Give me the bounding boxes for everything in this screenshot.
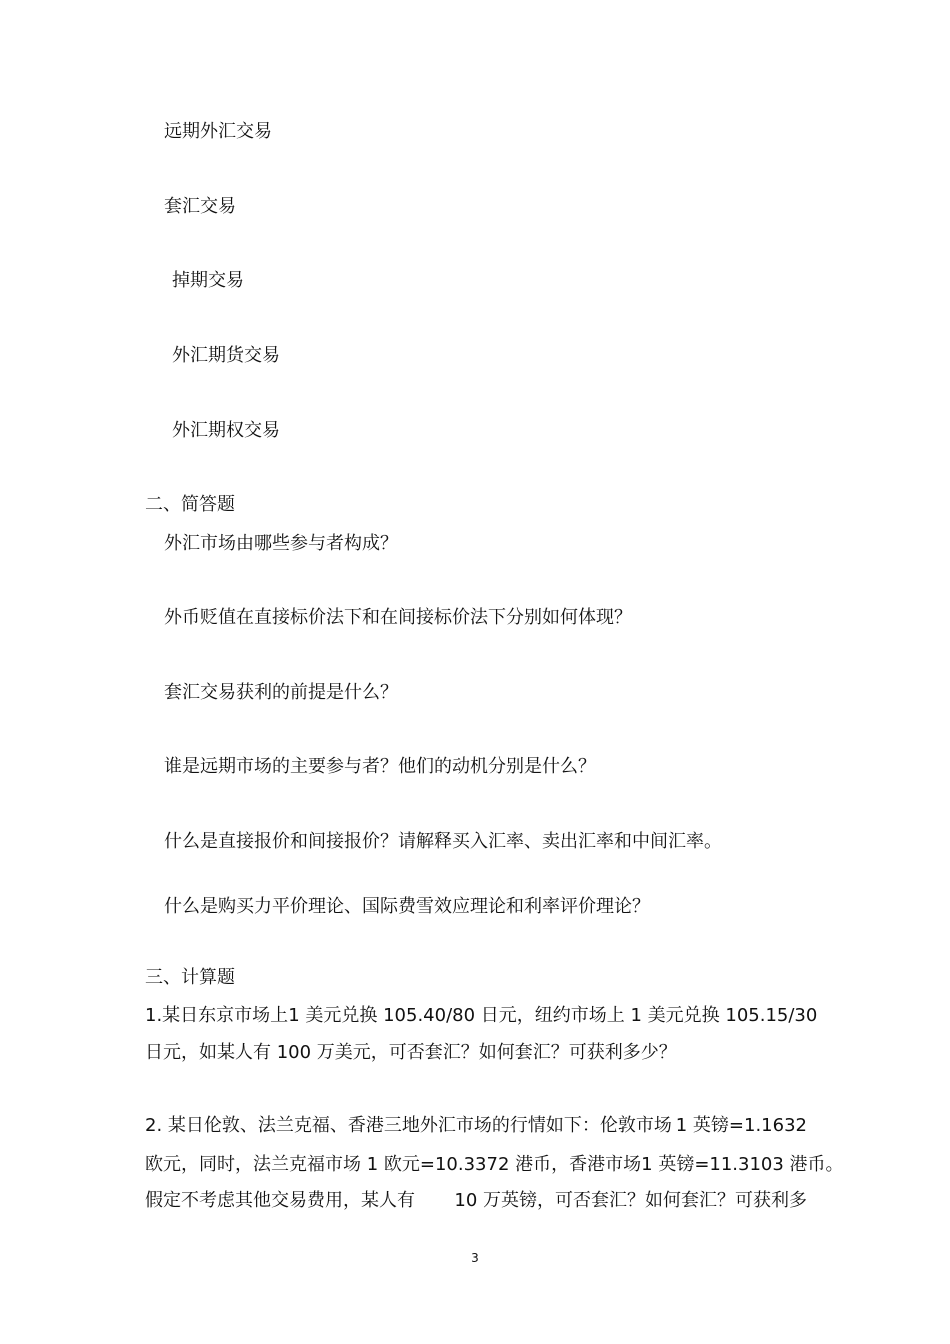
problem-2-line-2 [145,1153,844,1177]
problem-text: 1.某日东京市场上 [145,1005,289,1026]
list-item-options: 外汇期权交易 [172,420,280,441]
problem-2-line-3 [145,1189,807,1213]
question-item: 谁是远期市场的主要参与者？他们的动机分别是什么？ [164,756,596,777]
list-item-swap: 掉期交易 [172,270,244,291]
problem-2-line-1 [145,1114,807,1138]
question-item: 套汇交易获利的前提是什么？ [164,682,398,703]
question-item: 什么是直接报价和间接报价？请解释买入汇率、卖出汇率和中间汇率。 [164,831,722,852]
page-number: 3 [471,1251,479,1265]
problem-text: 1 美元兑换 105.40/80 日元，纽约市场上 1 美元兑换 105.15/30 [288,1005,818,1026]
section-heading-calculation: 三、计算题 [145,967,235,988]
problem-1-line-1 [145,1004,818,1028]
question-item: 外汇市场由哪些参与者构成？ [164,533,398,554]
section-heading-short-answer: 二、简答题 [145,494,235,515]
list-item-forward-exchange: 远期外汇交易 [164,121,272,142]
problem-text: 10 万英镑，可否套汇？如何套汇？可获利多 [454,1190,807,1211]
problem-1-line-2: 日元，如某人有 100 万美元，可否套汇？如何套汇？可获利多少？ [145,1042,677,1063]
problem-text: 2. 某日伦敦、法兰克福、香港三地外汇市场的行情如下：伦敦市场 [145,1115,672,1136]
list-item-futures: 外汇期货交易 [172,345,280,366]
problem-text: 假定不考虑其他交易费用，某人有 [145,1190,415,1211]
list-item-arbitrage: 套汇交易 [164,196,236,217]
problem-text: 1 英镑=1.1632 [675,1115,807,1136]
question-item: 外币贬值在直接标价法下和在间接标价法下分别如何体现？ [164,607,632,628]
problem-text: 1 英镑=11.3103 港币。 [641,1154,844,1175]
question-item: 什么是购买力平价理论、国际费雪效应理论和利率评价理论？ [164,896,650,917]
problem-text: 欧元，同时，法兰克福市场 1 欧元=10.3372 港币，香港市场 [145,1154,642,1175]
